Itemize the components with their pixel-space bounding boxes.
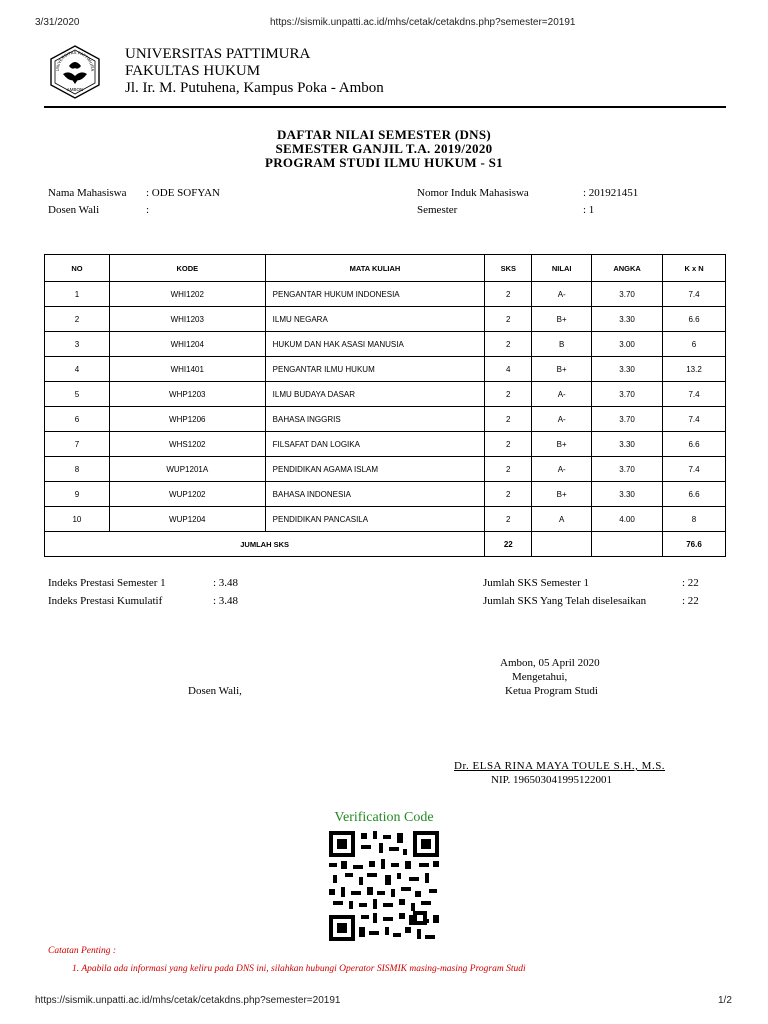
notes-title: Catatan Penting : bbox=[48, 946, 117, 956]
head-role: Ketua Program Studi bbox=[505, 685, 598, 697]
cell-kode: WHI1204 bbox=[109, 332, 265, 357]
column-header: ANGKA bbox=[592, 255, 663, 282]
cell-kode: WHI1401 bbox=[109, 357, 265, 382]
cell-sks: 2 bbox=[485, 432, 532, 457]
student-name-label: Nama Mahasiswa bbox=[48, 187, 127, 199]
cell-kode: WHP1203 bbox=[109, 382, 265, 407]
cell-mata-kuliah: PENDIDIKAN PANCASILA bbox=[265, 507, 485, 532]
verification-qr-code bbox=[329, 831, 439, 941]
sks-semester-value: : 22 bbox=[682, 577, 699, 589]
cell-angka: 4.00 bbox=[592, 507, 663, 532]
total-label: JUMLAH SKS bbox=[45, 532, 485, 557]
logo-text-top: UNIVERSITAS PATTIMURA bbox=[54, 49, 96, 72]
column-header: KODE bbox=[109, 255, 265, 282]
cell-kxn: 7.4 bbox=[663, 407, 726, 432]
header-divider bbox=[44, 106, 726, 108]
semester-title: SEMESTER GANJIL T.A. 2019/2020 bbox=[275, 141, 493, 156]
cell-sks: 2 bbox=[485, 482, 532, 507]
cell-angka: 3.70 bbox=[592, 407, 663, 432]
cell-angka: 3.30 bbox=[592, 307, 663, 332]
cell-kode: WHI1202 bbox=[109, 282, 265, 307]
cell-kxn: 6.6 bbox=[663, 482, 726, 507]
total-sks: 22 bbox=[485, 532, 532, 557]
cell-kxn: 13.2 bbox=[663, 357, 726, 382]
cell-nilai: A- bbox=[532, 382, 592, 407]
cell-angka: 3.70 bbox=[592, 282, 663, 307]
cell-nilai: B+ bbox=[532, 482, 592, 507]
table-row bbox=[45, 332, 726, 357]
cell-angka: 3.30 bbox=[592, 357, 663, 382]
student-name-value: : ODE SOFYAN bbox=[146, 187, 220, 199]
cell-no: 8 bbox=[45, 457, 110, 482]
cell-no: 2 bbox=[45, 307, 110, 332]
cell-angka: 3.70 bbox=[592, 457, 663, 482]
cell-no: 4 bbox=[45, 357, 110, 382]
cell-mata-kuliah: BAHASA INGGRIS bbox=[265, 407, 485, 432]
semester-value: : 1 bbox=[583, 204, 595, 216]
cell-kode: WUP1201A bbox=[109, 457, 265, 482]
cell-nilai: A- bbox=[532, 457, 592, 482]
sks-total-value: : 22 bbox=[682, 595, 699, 607]
print-date: 3/31/2020 bbox=[35, 17, 80, 28]
total-empty-cell bbox=[592, 532, 663, 557]
cell-sks: 2 bbox=[485, 332, 532, 357]
cell-angka: 3.00 bbox=[592, 332, 663, 357]
cell-no: 1 bbox=[45, 282, 110, 307]
cell-kode: WHI1203 bbox=[109, 307, 265, 332]
cell-mata-kuliah: ILMU NEGARA bbox=[265, 307, 485, 332]
column-header: NILAI bbox=[532, 255, 592, 282]
cell-nilai: A bbox=[532, 507, 592, 532]
university-logo bbox=[47, 44, 103, 100]
cell-kxn: 6 bbox=[663, 332, 726, 357]
print-url-header: https://sismik.unpatti.ac.id/mhs/cetak/cetakdns.php?semester=20191 bbox=[270, 17, 576, 28]
head-nip: NIP. 196503041995122001 bbox=[491, 774, 613, 786]
cell-nilai: B+ bbox=[532, 357, 592, 382]
campus-address: Jl. Ir. M. Putuhena, Kampus Poka - Ambon bbox=[125, 80, 384, 96]
cell-mata-kuliah: FILSAFAT DAN LOGIKA bbox=[265, 432, 485, 457]
table-header-row bbox=[45, 255, 726, 282]
print-url-footer: https://sismik.unpatti.ac.id/mhs/cetak/cetakdns.php?semester=20191 bbox=[35, 995, 341, 1006]
cell-kxn: 7.4 bbox=[663, 382, 726, 407]
cell-kode: WHS1202 bbox=[109, 432, 265, 457]
total-kxn: 76.6 bbox=[663, 532, 726, 557]
cell-no: 6 bbox=[45, 407, 110, 432]
cell-nilai: B+ bbox=[532, 432, 592, 457]
advisor-role: Dosen Wali, bbox=[188, 685, 242, 697]
cell-kxn: 7.4 bbox=[663, 282, 726, 307]
table-row bbox=[45, 407, 726, 432]
logo-text-bottom: AMBON bbox=[66, 87, 84, 92]
ips-value: : 3.48 bbox=[213, 577, 239, 589]
cell-mata-kuliah: BAHASA INDONESIA bbox=[265, 482, 485, 507]
cell-sks: 2 bbox=[485, 507, 532, 532]
column-header: K x N bbox=[663, 255, 726, 282]
advisor-value: : bbox=[146, 204, 150, 216]
cell-mata-kuliah: PENGANTAR HUKUM INDONESIA bbox=[265, 282, 485, 307]
ipk-label: Indeks Prestasi Kumulatif bbox=[48, 595, 163, 607]
table-row bbox=[45, 282, 726, 307]
cell-angka: 3.30 bbox=[592, 482, 663, 507]
cell-sks: 2 bbox=[485, 457, 532, 482]
column-header: MATA KULIAH bbox=[265, 255, 485, 282]
sks-semester-label: Jumlah SKS Semester 1 bbox=[483, 577, 590, 589]
table-row bbox=[45, 457, 726, 482]
faculty-name: FAKULTAS HUKUM bbox=[125, 63, 261, 79]
grades-table bbox=[44, 254, 726, 557]
cell-kxn: 6.6 bbox=[663, 432, 726, 457]
cell-kxn: 6.6 bbox=[663, 307, 726, 332]
cell-nilai: B bbox=[532, 332, 592, 357]
cell-kode: WUP1202 bbox=[109, 482, 265, 507]
cell-no: 7 bbox=[45, 432, 110, 457]
cell-nilai: A- bbox=[532, 282, 592, 307]
cell-sks: 2 bbox=[485, 382, 532, 407]
cell-nilai: A- bbox=[532, 407, 592, 432]
total-empty-cell bbox=[532, 532, 592, 557]
sks-total-label: Jumlah SKS Yang Telah diselesaikan bbox=[483, 595, 647, 607]
university-name: UNIVERSITAS PATTIMURA bbox=[125, 46, 311, 62]
table-row bbox=[45, 432, 726, 457]
cell-angka: 3.30 bbox=[592, 432, 663, 457]
cell-mata-kuliah: PENDIDIKAN AGAMA ISLAM bbox=[265, 457, 485, 482]
table-row bbox=[45, 507, 726, 532]
advisor-label: Dosen Wali bbox=[48, 204, 100, 216]
nim-value: : 201921451 bbox=[583, 187, 639, 199]
ips-label: Indeks Prestasi Semester 1 bbox=[48, 577, 166, 589]
cell-angka: 3.70 bbox=[592, 382, 663, 407]
nim-label: Nomor Induk Mahasiswa bbox=[417, 187, 529, 199]
cell-kode: WUP1204 bbox=[109, 507, 265, 532]
head-name: Dr. ELSA RINA MAYA TOULE S.H., M.S. bbox=[454, 760, 666, 772]
note-item: 1. Apabila ada informasi yang keliru pada DNS ini, silahkan hubungi Operator SISMIK masing-masing Program Studi bbox=[72, 964, 526, 974]
cell-sks: 4 bbox=[485, 357, 532, 382]
cell-sks: 2 bbox=[485, 282, 532, 307]
table-row bbox=[45, 307, 726, 332]
ipk-value: : 3.48 bbox=[213, 595, 239, 607]
table-row bbox=[45, 382, 726, 407]
cell-sks: 2 bbox=[485, 407, 532, 432]
cell-kode: WHP1206 bbox=[109, 407, 265, 432]
page-number: 1/2 bbox=[718, 995, 732, 1006]
acknowledged-text: Mengetahui, bbox=[512, 671, 568, 683]
table-row bbox=[45, 482, 726, 507]
verification-label: Verification Code bbox=[334, 810, 434, 825]
cell-mata-kuliah: PENGANTAR ILMU HUKUM bbox=[265, 357, 485, 382]
place-date: Ambon, 05 April 2020 bbox=[500, 657, 600, 669]
program-title: PROGRAM STUDI ILMU HUKUM - S1 bbox=[264, 155, 503, 170]
document-title: DAFTAR NILAI SEMESTER (DNS) bbox=[276, 127, 492, 142]
cell-mata-kuliah: ILMU BUDAYA DASAR bbox=[265, 382, 485, 407]
cell-nilai: B+ bbox=[532, 307, 592, 332]
cell-no: 3 bbox=[45, 332, 110, 357]
column-header: NO bbox=[45, 255, 110, 282]
cell-sks: 2 bbox=[485, 307, 532, 332]
cell-no: 5 bbox=[45, 382, 110, 407]
cell-mata-kuliah: HUKUM DAN HAK ASASI MANUSIA bbox=[265, 332, 485, 357]
cell-kxn: 7.4 bbox=[663, 457, 726, 482]
semester-label: Semester bbox=[417, 204, 458, 216]
cell-kxn: 8 bbox=[663, 507, 726, 532]
cell-no: 9 bbox=[45, 482, 110, 507]
total-row bbox=[45, 532, 726, 557]
cell-no: 10 bbox=[45, 507, 110, 532]
column-header: SKS bbox=[485, 255, 532, 282]
table-row bbox=[45, 357, 726, 382]
